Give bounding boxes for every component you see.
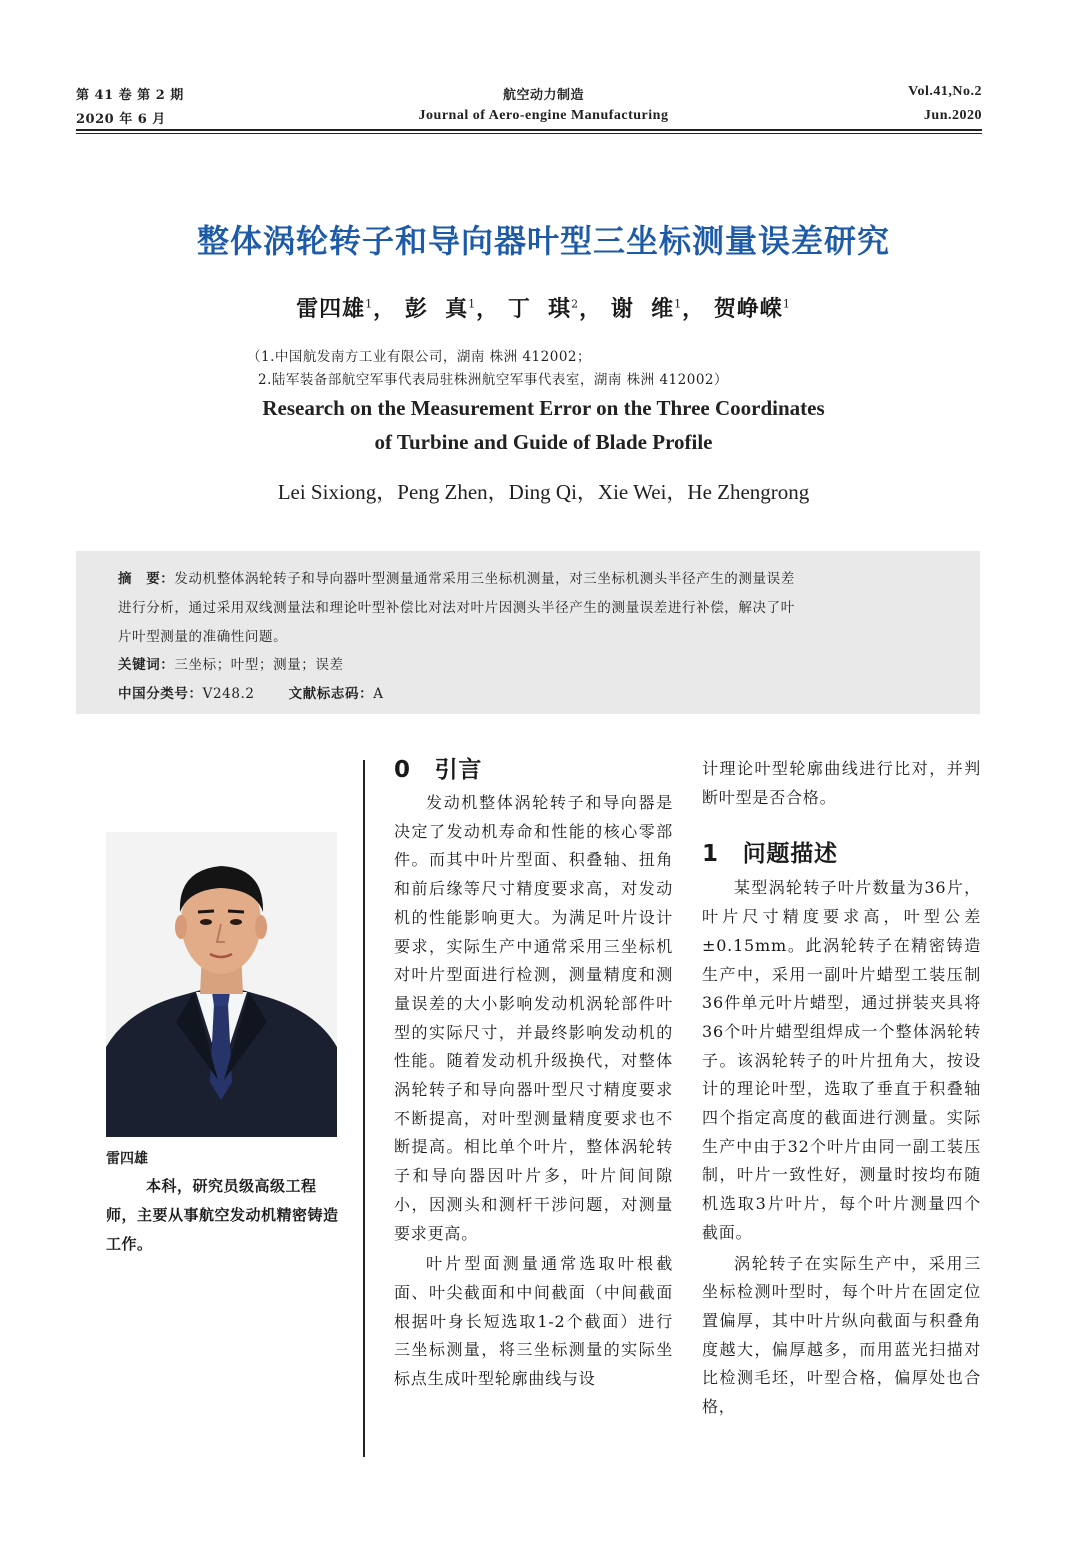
affiliation-1: （1.中国航发南方工业有限公司，湖南 株洲 412002； [247, 349, 591, 365]
header-vol-en: Vol.41,No.2 [908, 84, 982, 99]
paper-title-en-line2: of Turbine and Guide of Blade Profile [374, 430, 713, 454]
paragraph: 某型涡轮转子叶片数量为36片，叶片尺寸精度要求高，叶型公差±0.15mm。此涡轮转子在精密铸造生产中，采用一副叶片蜡型工装压制36件单元叶片蜡型，通过拼装夹具将36个叶片蜡型组焊成一个整体涡轮转子。该涡轮转子的叶片扭角大，按设计的理论叶型，选取了垂直于积叠轴四个指定高度的截面进行测量。实际生产中由于32个叶片由同一副工装压制，叶片一致性好，测量时按均布随机选取3片叶片，每个叶片测量四个截面。 [702, 878, 981, 1242]
paragraph: 叶片型面测量通常选取叶根截面、叶尖截面和中间截面（中间截面根据叶身长短选取1-2个截面）进行三坐标测量，将三坐标测量的实际坐标点生成叶型轮廓曲线与设 [394, 1254, 673, 1389]
author-photo [106, 832, 337, 1137]
header-journal-en: Journal of Aero-engine Manufacturing [418, 108, 669, 123]
author: 彭 真$^1$， [404, 296, 500, 322]
paper-title-cn: 整体涡轮转子和导向器叶型三坐标测量误差研究 [196, 222, 890, 260]
column-right [702, 755, 981, 1422]
column-middle [394, 755, 673, 1394]
authors-en: Lei Sixiong，Peng Zhen，Ding Qi，Xie Wei，He Zhengrong [277, 480, 810, 504]
abstract-line: 摘 要：发动机整体涡轮转子和导向器叶型测量通常采用三坐标机测量，对三坐标机测头半径产生的测量误差 [118, 571, 795, 587]
affiliation-2: 2.陆军装备部航空军事代表局驻株洲航空军事代表室，湖南 株洲 412002） [258, 372, 728, 388]
header-volume: 第 41 卷 第 2 期 [76, 88, 184, 103]
section-heading-1: 1 问题描述 [702, 841, 838, 868]
header-date-en: Jun.2020 [923, 108, 982, 123]
authors-cn [0, 292, 1087, 323]
header-rule-thin [76, 133, 982, 134]
author: 贺峥嵘$^1$ [713, 296, 791, 322]
abstract-line: 进行分析，通过采用双线测量法和理论叶型补偿比对法对叶片因测头半径产生的测量误差进行补偿，解决了叶 [118, 600, 795, 616]
paragraph-continued: 计理论叶型轮廓曲线进行比对，并判断叶型是否合格。 [702, 759, 981, 807]
author: 谢 维$^1$， [610, 296, 706, 322]
paragraph: 涡轮转子在实际生产中，采用三坐标检测叶型时，每个叶片在固定位置偏厚，其中叶片纵向截面与积叠角度越大，偏厚越多，而用蓝光扫描对比检测毛坯，叶型合格，偏厚处也合格， [702, 1253, 981, 1417]
bio-name: 雷四雄 [106, 1151, 148, 1167]
section-heading-0: 0 引言 [394, 757, 483, 783]
header-date: 2020 年 6 月 [76, 112, 166, 127]
bio-text: 本科，研究员级高级工程师，主要从事航空发动机精密铸造工作。 [106, 1177, 339, 1253]
keywords: 关键词：三坐标；叶型；测量；误差 [118, 657, 344, 673]
header-rule [76, 129, 982, 131]
abstract-line: 片叶型测量的准确性问题。 [118, 629, 288, 645]
column-rule [363, 760, 365, 1457]
header-journal-cn: 航空动力制造 [502, 88, 584, 103]
paper-title-en-line1: Research on the Measurement Error on the Three Coordinates [262, 396, 825, 420]
portrait-image [106, 832, 337, 1137]
author: 雷四雄$^1$， [296, 296, 397, 322]
classification: 中国分类号：V248.2 文献标志码：A [118, 686, 384, 702]
author: 丁 琪$^2$， [507, 296, 603, 322]
paragraph: 发动机整体涡轮转子和导向器是决定了发动机寿命和性能的核心零部件。而其中叶片型面、积叠轴、扭角和前后缘等尺寸精度要求高，对发动机的性能影响更大。为满足叶片设计要求，实际生产中通常采用三坐标机对叶片型面进行检测，测量精度和测量误差的大小影响发动机涡轮部件叶型的实际尺寸，并最终影响发动机的性能。随着发动机升级换代，对整体涡轮转子和导向器叶型尺寸精度要求不断提高，对叶型测量精度要求也不断提高。相比单个叶片，整体涡轮转子和导向器因叶片多，叶片间间隙小，因测头和测杆干涉问题，对测量要求更高。 [394, 793, 673, 1243]
